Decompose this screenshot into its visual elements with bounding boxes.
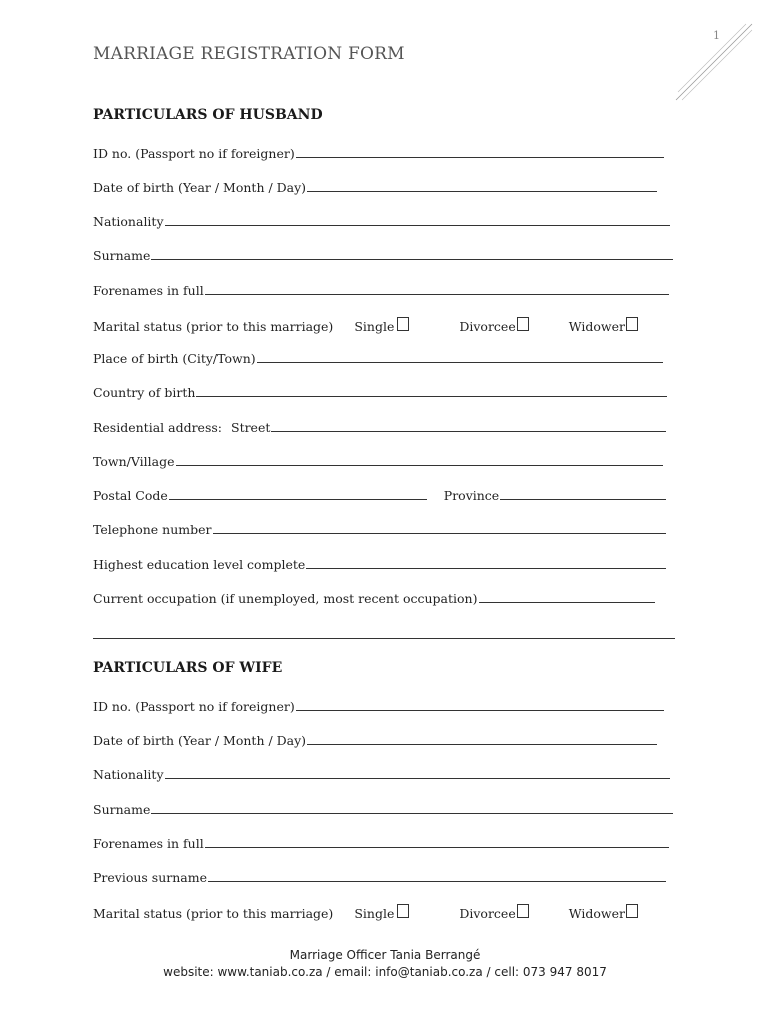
husband-place-of-birth-label: Place of birth (City/Town) [93, 351, 256, 366]
husband-single-checkbox[interactable] [397, 317, 409, 331]
husband-single-option[interactable] [354, 317, 409, 334]
husband-place-of-birth-field[interactable] [257, 351, 663, 363]
wife-widower-option[interactable] [569, 904, 638, 921]
husband-postal-field[interactable] [169, 488, 427, 500]
document-title: MARRIAGE REGISTRATION FORM [93, 44, 405, 64]
husband-occupation-label: Current occupation (if unemployed, most recent occupation) [93, 591, 478, 606]
wife-marital-label: Marital status (prior to this marriage) [93, 906, 334, 921]
wife-section-heading: PARTICULARS OF WIFE [93, 660, 283, 676]
husband-province-field[interactable] [500, 488, 666, 500]
husband-postal-label: Postal Code [93, 488, 168, 503]
husband-occupation-row [93, 591, 655, 606]
husband-divorcee-option[interactable] [459, 317, 528, 334]
husband-country-of-birth-row [93, 385, 667, 400]
husband-town-field[interactable] [176, 454, 663, 466]
wife-divorcee-option[interactable] [459, 904, 528, 921]
wife-surname-label: Surname [93, 802, 151, 817]
husband-dob-row [93, 180, 657, 195]
husband-marital-row [93, 317, 638, 334]
wife-nationality-row [93, 767, 670, 782]
wife-forenames-field[interactable] [205, 836, 669, 848]
husband-telephone-label: Telephone number [93, 522, 212, 537]
husband-town-row [93, 454, 663, 469]
husband-street-field[interactable] [271, 420, 666, 432]
wife-dob-row [93, 733, 657, 748]
husband-address-row [93, 420, 666, 435]
husband-nationality-row [93, 214, 670, 229]
wife-previous-surname-label: Previous surname [93, 870, 208, 885]
husband-province-label: Province [443, 488, 500, 503]
wife-dob-label: Date of birth (Year / Month / Day) [93, 733, 307, 748]
husband-surname-label: Surname [93, 248, 151, 263]
wife-forenames-row [93, 836, 669, 851]
husband-id-label: ID no. (Passport no if foreigner) [93, 146, 295, 161]
husband-education-row [93, 557, 666, 572]
wife-id-field[interactable] [296, 699, 664, 711]
husband-forenames-row [93, 283, 669, 298]
husband-education-label: Highest education level complete [93, 557, 306, 572]
wife-dob-field[interactable] [307, 733, 657, 745]
divorcee-label: Divorcee [459, 319, 516, 334]
husband-surname-field[interactable] [151, 248, 673, 260]
page-number: 1 [713, 29, 720, 42]
husband-forenames-label: Forenames in full [93, 283, 204, 298]
husband-street-label: Street [231, 420, 271, 435]
single-label: Single [354, 319, 395, 334]
husband-nationality-field[interactable] [165, 214, 670, 226]
wife-nationality-field[interactable] [165, 767, 670, 779]
husband-occupation-field[interactable] [479, 591, 655, 603]
husband-surname-row [93, 248, 673, 263]
husband-nationality-label: Nationality [93, 214, 164, 229]
husband-section-heading: PARTICULARS OF HUSBAND [93, 107, 323, 123]
divorcee-label: Divorcee [459, 906, 516, 921]
husband-id-row [93, 146, 664, 161]
wife-single-option[interactable] [354, 904, 409, 921]
wife-widower-checkbox[interactable] [626, 904, 638, 918]
husband-place-of-birth-row [93, 351, 663, 366]
wife-surname-row [93, 802, 673, 817]
footer-officer: Marriage Officer Tania Berrangé [289, 948, 481, 962]
husband-forenames-field[interactable] [205, 283, 669, 295]
husband-widower-checkbox[interactable] [626, 317, 638, 331]
husband-town-label: Town/Village [93, 454, 175, 469]
husband-country-of-birth-field[interactable] [196, 385, 667, 397]
wife-forenames-label: Forenames in full [93, 836, 204, 851]
husband-id-field[interactable] [296, 146, 664, 158]
husband-dob-field[interactable] [307, 180, 657, 192]
husband-address-label: Residential address: [93, 420, 222, 435]
husband-education-field[interactable] [306, 557, 666, 569]
wife-surname-field[interactable] [151, 802, 673, 814]
wife-divorcee-checkbox[interactable] [517, 904, 529, 918]
widower-label: Widower [568, 319, 625, 334]
husband-postal-row [93, 488, 666, 503]
husband-divorcee-checkbox[interactable] [517, 317, 529, 331]
husband-widower-option[interactable] [569, 317, 638, 334]
footer-contact: website: www.taniab.co.za / email: info@taniab.co.za / cell: 073 947 8017 [163, 965, 607, 979]
wife-marital-row [93, 904, 638, 921]
husband-country-of-birth-label: Country of birth [93, 385, 196, 400]
husband-occupation-continuation-field[interactable] [93, 638, 675, 639]
widower-label: Widower [568, 906, 625, 921]
wife-single-checkbox[interactable] [397, 904, 409, 918]
husband-marital-label: Marital status (prior to this marriage) [93, 319, 334, 334]
single-label: Single [354, 906, 395, 921]
wife-nationality-label: Nationality [93, 767, 164, 782]
wife-previous-surname-field[interactable] [208, 870, 666, 882]
wife-id-label: ID no. (Passport no if foreigner) [93, 699, 295, 714]
wife-id-row [93, 699, 664, 714]
husband-telephone-row [93, 522, 666, 537]
husband-telephone-field[interactable] [213, 522, 666, 534]
husband-dob-label: Date of birth (Year / Month / Day) [93, 180, 307, 195]
corner-decoration-icon [674, 22, 754, 102]
wife-previous-surname-row [93, 870, 666, 885]
